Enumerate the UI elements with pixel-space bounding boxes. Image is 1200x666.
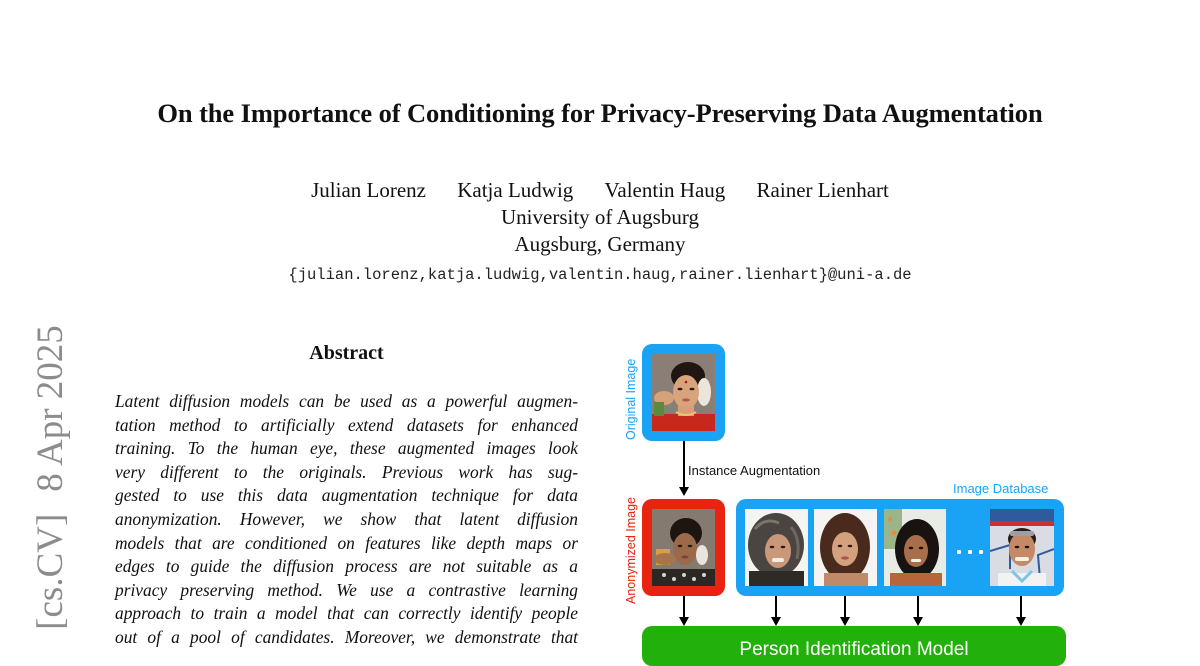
ellipsis-dot-icon [957,550,961,554]
arxiv-stamp [28,318,72,636]
woman-portrait-icon [652,354,715,431]
author-emails: {julian.lorenz,katja.ludwig,valentin.haug,rainer.lienhart}@uni-a.de [288,266,912,284]
abstract-line: gested to use this data augmentation technique for data [115,485,578,506]
arrow-head-icon [679,617,689,626]
abstract-line: approach to train a model that can correctly identify people [115,603,578,624]
abstract-line: training. To the human eye, these augmented images look [115,438,578,459]
author-name: Rainer Lienhart [756,178,889,202]
arrow-head-icon [771,617,781,626]
arxiv-category: [cs.CV] [29,513,71,630]
database-face-photo [990,509,1054,586]
ellipsis-dot-icon [968,550,972,554]
original-image-box [642,344,725,441]
author-name: Julian Lorenz [311,178,426,202]
abstract-heading: Abstract [309,342,384,364]
author-name: Katja Ludwig [457,178,574,202]
abstract-line: very different to the originals. Previous work has sug- [115,461,578,482]
input-arrow [775,596,777,618]
abstract-line: anonymization. However, we show that latent diffusion [115,508,578,529]
person-identification-model-box [642,626,1066,666]
input-arrow [917,596,919,618]
instance-augmentation-label: Instance Augmentation [688,463,821,478]
arrow-head-icon [1016,617,1026,626]
arrow-head-icon [913,617,923,626]
ellipsis-dot-icon [979,550,983,554]
anonymized-image-label: Anonymized Image [624,496,638,604]
arrow-head-icon [840,617,850,626]
author-name: Valentin Haug [604,178,726,202]
database-face-photo [745,509,808,586]
long-hair-man-portrait-icon [745,509,808,586]
anonymized-face-photo [652,509,715,586]
arxiv-date: 8 Apr 2025 [29,324,71,492]
input-arrow [1020,596,1022,618]
abstract-line: edges to guide the diffusion process are not suitable as a [115,556,578,577]
image-database-label: Image Database [953,481,1049,496]
author-list [0,178,1200,203]
original-image-label: Original Image [624,358,638,440]
original-face-photo [652,354,715,431]
image-database-box [736,499,1064,596]
model-label: Person Identification Model [739,639,969,660]
abstract-line: models that are conditioned on features like depth maps or [115,532,578,553]
abstract-text [115,390,578,650]
input-arrow [844,596,846,618]
abstract-line: out of a pool of candidates. Moreover, we demonstrate that [115,626,578,647]
brown-hair-woman-portrait-icon [814,509,877,586]
abstract-line: Latent diffusion models can be used as a powerful augmen- [115,391,578,411]
arrow-head-icon [679,487,689,496]
location: Augsburg, Germany [514,232,686,256]
anonymized-image-box [642,499,725,596]
paper-title: On the Importance of Conditioning for Privacy-Preserving Data Augmentation [157,98,1043,128]
smiling-man-portrait-icon [990,509,1054,586]
abstract-line: tation method to artificially extend datasets for enhanced [115,414,578,435]
dark-hair-woman-portrait-icon [884,509,946,586]
input-arrow [683,596,685,618]
teaser-figure [600,330,1200,660]
augmentation-arrow [683,441,685,488]
database-face-photo [884,509,946,586]
database-face-photo [814,509,877,586]
anonymized-portrait-icon [652,509,715,586]
abstract-line: privacy preserving method. We use a contrastive learning [115,579,578,600]
affiliation: University of Augsburg [501,205,699,229]
